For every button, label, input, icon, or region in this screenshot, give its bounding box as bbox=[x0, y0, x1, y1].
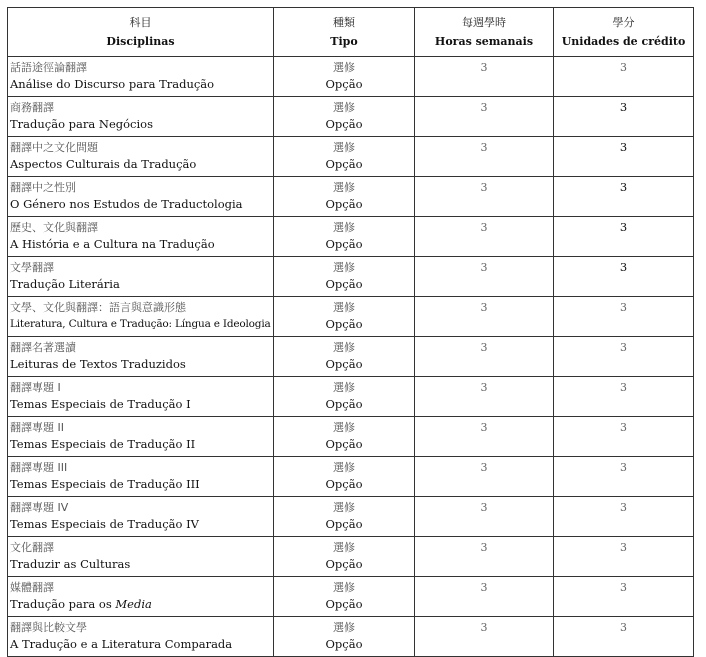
course-type-pt: Opção bbox=[325, 517, 363, 531]
course-name-pt: O Género nos Estudos de Traductologia bbox=[10, 197, 243, 211]
course-type-zh: 選修 bbox=[333, 621, 355, 634]
course-type-zh: 選修 bbox=[333, 221, 355, 234]
course-type-pt: Opção bbox=[325, 357, 363, 371]
header-disciplinas-pt: Disciplinas bbox=[106, 35, 175, 48]
weekly-hours: 3 bbox=[415, 97, 554, 137]
course-type-zh: 選修 bbox=[333, 581, 355, 594]
course-name-pt: A História e a Cultura na Tradução bbox=[10, 237, 215, 251]
header-creditos-zh: 學分 bbox=[612, 16, 635, 29]
course-name-pt: A Tradução e a Literatura Comparada bbox=[10, 637, 233, 651]
course-type-zh: 選修 bbox=[333, 261, 355, 274]
credit-units: 3 bbox=[554, 137, 694, 177]
course-type-pt: Opção bbox=[325, 157, 363, 171]
weekly-hours: 3 bbox=[415, 337, 554, 377]
course-type-zh: 選修 bbox=[333, 541, 355, 554]
credit-units: 3 bbox=[554, 617, 694, 657]
course-name-pt-text: Tradução para os bbox=[10, 597, 116, 611]
course-name-pt-italic: Media bbox=[115, 597, 152, 611]
credit-units: 3 bbox=[554, 377, 694, 417]
course-name-zh: 文化翻譯 bbox=[10, 541, 54, 554]
header-horas-pt: Horas semanais bbox=[434, 35, 534, 48]
course-type-zh: 選修 bbox=[333, 501, 355, 514]
course-type-zh: 選修 bbox=[333, 341, 355, 354]
course-name-zh: 話語途徑論翻譯 bbox=[10, 61, 87, 74]
course-name-pt: Leituras de Textos Traduzidos bbox=[10, 357, 186, 371]
course-type-pt: Opção bbox=[325, 637, 363, 651]
course-name-zh: 翻譯名著選讀 bbox=[10, 341, 76, 354]
credit-units: 3 bbox=[554, 457, 694, 497]
course-table-container bbox=[7, 7, 694, 657]
credit-units: 3 bbox=[554, 217, 694, 257]
table-row bbox=[8, 137, 694, 177]
credit-units: 3 bbox=[554, 577, 694, 617]
course-name-zh: 文學、文化與翻譯：語言與意識形態 bbox=[10, 301, 186, 314]
course-name-pt bbox=[8, 596, 273, 613]
table-row bbox=[8, 257, 694, 297]
course-name-zh: 媒體翻譯 bbox=[10, 581, 54, 594]
weekly-hours: 3 bbox=[415, 617, 554, 657]
course-type-pt: Opção bbox=[325, 237, 363, 251]
table-row bbox=[8, 577, 694, 617]
course-name-zh: 翻譯專題 III bbox=[10, 461, 68, 474]
course-name-pt: Análise do Discurso para Tradução bbox=[10, 77, 215, 91]
course-name-pt: Temas Especiais de Tradução II bbox=[10, 437, 196, 451]
header-tipo bbox=[274, 8, 415, 57]
weekly-hours: 3 bbox=[415, 497, 554, 537]
course-name-zh: 翻譯中之文化問題 bbox=[10, 141, 98, 154]
course-name-zh: 翻譯專題 I bbox=[10, 381, 61, 394]
header-disciplinas-zh: 科目 bbox=[129, 16, 152, 29]
course-table bbox=[7, 7, 694, 657]
credit-units: 3 bbox=[554, 177, 694, 217]
course-type-pt: Opção bbox=[325, 77, 363, 91]
weekly-hours: 3 bbox=[415, 377, 554, 417]
weekly-hours: 3 bbox=[415, 137, 554, 177]
credit-units: 3 bbox=[554, 337, 694, 377]
credit-units: 3 bbox=[554, 97, 694, 137]
course-name-pt: Tradução para Negócios bbox=[10, 117, 153, 131]
course-name-zh: 翻譯中之性別 bbox=[10, 181, 76, 194]
course-type-pt: Opção bbox=[325, 117, 363, 131]
table-row bbox=[8, 617, 694, 657]
course-type-zh: 選修 bbox=[333, 141, 355, 154]
course-type-pt: Opção bbox=[325, 477, 363, 491]
table-row bbox=[8, 337, 694, 377]
course-type-pt: Opção bbox=[325, 597, 363, 611]
course-name-pt: Traduzir as Culturas bbox=[10, 557, 131, 571]
course-type-pt: Opção bbox=[325, 397, 363, 411]
table-row bbox=[8, 457, 694, 497]
header-disciplinas bbox=[8, 8, 274, 57]
weekly-hours: 3 bbox=[415, 577, 554, 617]
credit-units: 3 bbox=[554, 297, 694, 337]
table-row bbox=[8, 417, 694, 457]
course-name-pt: Aspectos Culturais da Tradução bbox=[10, 157, 197, 171]
course-type-zh: 選修 bbox=[333, 181, 355, 194]
course-type-pt: Opção bbox=[325, 277, 363, 291]
course-type-pt: Opção bbox=[325, 437, 363, 451]
course-name-zh: 翻譯專題 IV bbox=[10, 501, 69, 514]
course-type-zh: 選修 bbox=[333, 101, 355, 114]
course-type-zh: 選修 bbox=[333, 421, 355, 434]
header-tipo-zh: 種類 bbox=[333, 16, 355, 29]
weekly-hours: 3 bbox=[415, 457, 554, 497]
course-type-zh: 選修 bbox=[333, 301, 355, 314]
credit-units: 3 bbox=[554, 57, 694, 97]
weekly-hours: 3 bbox=[415, 297, 554, 337]
table-row bbox=[8, 377, 694, 417]
course-name-pt: Temas Especiais de Tradução I bbox=[10, 397, 191, 411]
course-name-zh: 文學翻譯 bbox=[10, 261, 54, 274]
course-type-zh: 選修 bbox=[333, 381, 355, 394]
course-name-pt: Tradução Literária bbox=[10, 277, 120, 291]
credit-units: 3 bbox=[554, 257, 694, 297]
course-name-pt: Temas Especiais de Tradução III bbox=[10, 477, 200, 491]
table-row bbox=[8, 297, 694, 337]
weekly-hours: 3 bbox=[415, 537, 554, 577]
course-type-zh: 選修 bbox=[333, 61, 355, 74]
header-horas-zh: 每週學時 bbox=[462, 16, 506, 29]
credit-units: 3 bbox=[554, 537, 694, 577]
course-name-zh: 翻譯專題 II bbox=[10, 421, 64, 434]
course-type-pt: Opção bbox=[325, 557, 363, 571]
table-row bbox=[8, 57, 694, 97]
header-creditos bbox=[554, 8, 694, 57]
table-header-row bbox=[8, 8, 694, 57]
table-row bbox=[8, 97, 694, 137]
credit-units: 3 bbox=[554, 417, 694, 457]
header-horas bbox=[415, 8, 554, 57]
header-tipo-pt: Tipo bbox=[330, 35, 358, 48]
course-name-pt: Literatura, Cultura e Tradução: Língua e Ideologia bbox=[10, 318, 271, 330]
credit-units: 3 bbox=[554, 497, 694, 537]
course-type-pt: Opção bbox=[325, 197, 363, 211]
weekly-hours: 3 bbox=[415, 177, 554, 217]
table-row bbox=[8, 537, 694, 577]
course-type-pt: Opção bbox=[325, 317, 363, 331]
table-row bbox=[8, 177, 694, 217]
weekly-hours: 3 bbox=[415, 57, 554, 97]
table-row bbox=[8, 497, 694, 537]
course-name-zh: 歷史、文化與翻譯 bbox=[10, 221, 98, 234]
table-row bbox=[8, 217, 694, 257]
weekly-hours: 3 bbox=[415, 257, 554, 297]
course-type-zh: 選修 bbox=[333, 461, 355, 474]
course-name-zh: 翻譯與比較文學 bbox=[10, 621, 87, 634]
weekly-hours: 3 bbox=[415, 217, 554, 257]
course-name-zh: 商務翻譯 bbox=[10, 101, 54, 114]
header-creditos-pt: Unidades de crédito bbox=[561, 35, 686, 48]
course-name-pt: Temas Especiais de Tradução IV bbox=[10, 517, 199, 531]
weekly-hours: 3 bbox=[415, 417, 554, 457]
